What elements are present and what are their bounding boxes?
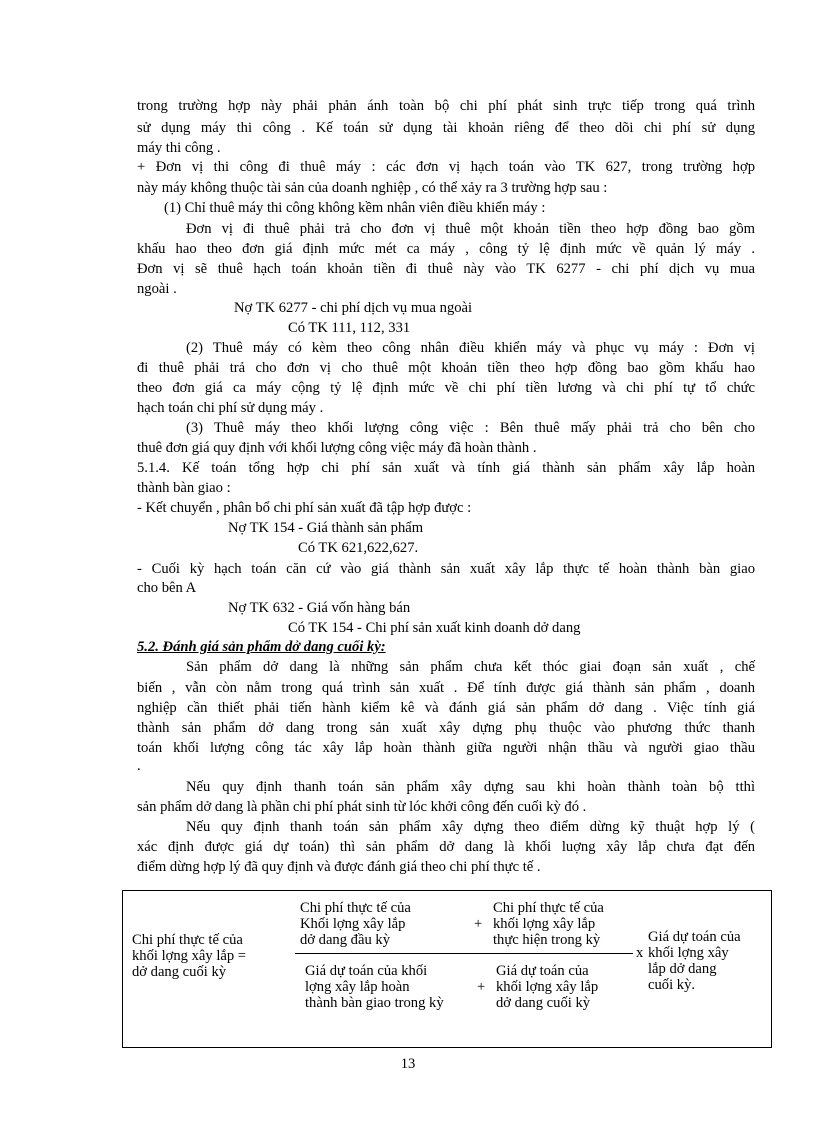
journal-entry: Nợ TK 6277 - chi phí dịch vụ mua ngoài	[234, 300, 473, 316]
journal-entry: Có TK 154 - Chi phí sản xuất kinh doanh dở dang	[288, 620, 581, 636]
body-line: theo đơn giá ca máy cộng tỷ lệ định mức về chi phí tiền lương và chi phí tự tổ chức	[137, 380, 755, 396]
body-line: máy thi công .	[137, 140, 221, 156]
body-line: thành sản phẩm dở dang trong sản xuất xây dựng phụ thuộc vào phương thức thanh	[137, 720, 755, 736]
body-line: Đơn vị đi thuê phải trả cho đơn vị thuê một khoản tiền theo hợp đồng bao gồm	[186, 221, 755, 237]
journal-entry: Nợ TK 154 - Giá thành sản phẩm	[228, 520, 424, 536]
body-line: đi thuê phải trả cho đơn vị cho thuê một khoản tiền theo hợp đồng bao gồm khấu hao	[137, 360, 755, 376]
body-line: cho bên A	[137, 580, 197, 596]
body-line: sản phẩm dở dang là phần chi phí phát sinh từ lóc khởi công đến cuối kỳ đó .	[137, 799, 587, 815]
body-line: .	[137, 758, 141, 774]
body-line: này máy không thuộc tài sản của doanh nghiệp , có thể xảy ra 3 trường hợp sau :	[137, 180, 608, 196]
body-line: Đơn vị sẽ thuê hạch toán khoản tiền đi thuê này vào TK 6277 - chi phí dịch vụ mua	[137, 261, 755, 277]
body-line: thuê đơn giá quy định với khối lượng công việc máy đã hoàn thành .	[137, 440, 537, 456]
page-number: 13	[400, 1056, 416, 1072]
body-line: sử dụng máy thi công . Kế toán sử dụng tài khoản riêng để theo dõi chi phí sử dụng	[137, 120, 755, 136]
body-line: điểm dừng hợp lý đã quy định và được đánh giá theo chi phí thực tế .	[137, 859, 541, 875]
body-line: biến , vẫn còn nằm trong quá trình sản xuất . Để tính được giá thành sản phẩm , doanh	[137, 680, 755, 696]
fraction-bar	[295, 953, 633, 954]
body-line: - Kết chuyển , phân bổ chi phí sản xuất đã tập hợp được :	[137, 500, 472, 516]
body-line: (2) Thuê máy có kèm theo công nhân điều khiển máy và phục vụ máy : Đơn vị	[186, 340, 755, 356]
denominator-term-1: Giá dự toán của khối lợng xây lắp hoàn thành bàn giao trong kỳ	[305, 963, 444, 1011]
body-line: (3) Thuê máy theo khối lượng công việc : Bên thuê mấy phải trả cho bên cho	[186, 420, 755, 436]
multiply-sign: x	[636, 945, 644, 961]
section-heading: 5.2. Đánh giá sản phẩm dở dang cuối kỳ:	[137, 639, 386, 655]
body-line: - Cuối kỳ hạch toán căn cứ vào giá thành sản xuất xây lắp thực tế hoàn thành bàn giao	[137, 561, 755, 577]
body-line: Nếu quy định thanh toán sản phẩm xây dựng theo điểm dừng kỹ thuật hợp lý (	[186, 819, 755, 835]
body-line: nghiệp cần thiết phải tiến hành kiểm kê và đánh giá sản phẩm dở dang . Việc tính giá	[137, 700, 755, 716]
journal-entry: Có TK 111, 112, 331	[288, 320, 411, 336]
body-line: hạch toán chi phí sử dụng máy .	[137, 400, 324, 416]
formula-rhs: Giá dự toán của khối lợng xây lắp dở dang cuối kỳ.	[648, 929, 741, 993]
body-line: Nếu quy định thanh toán sản phẩm xây dựng sau khi hoàn thành toàn bộ tthì	[186, 779, 755, 795]
body-line: (1) Chỉ thuê máy thi công không kềm nhân viên điều khiển máy :	[164, 200, 546, 216]
body-line: + Đơn vị thi công đi thuê máy : các đơn vị hạch toán vào TK 627, trong trường hợp	[137, 159, 755, 175]
numerator-term-2: Chi phí thực tế của khối lợng xây lắp thực hiện trong kỳ	[493, 900, 604, 948]
body-line: khấu hao theo đơn giá định mức mét ca máy , công tỷ lệ định mức về quản lý máy .	[137, 241, 755, 257]
numerator-term-1: Chi phí thực tế của Khối lợng xây lắp dở dang đầu kỳ	[300, 900, 411, 948]
body-line: toán khối lượng công tác xây lắp hoàn thành giữa người nhận thầu và người giao thầu	[137, 740, 755, 756]
body-line: thành bàn giao :	[137, 480, 231, 496]
formula-lhs: Chi phí thực tế của khối lợng xây lắp = dở dang cuối kỳ	[132, 932, 247, 980]
body-line: ngoài .	[137, 281, 177, 297]
body-line: Sản phẩm dở dang là những sản phẩm chưa kết thóc giai đoạn sản xuất , chế	[186, 659, 755, 675]
body-line: xác định được giá dự toán) thì sản phẩm dở dang là khối luợng xây lắp chưa đạt đến	[137, 839, 755, 855]
plus-sign: +	[477, 979, 486, 995]
plus-sign: +	[474, 916, 483, 932]
journal-entry: Có TK 621,622,627.	[298, 540, 419, 556]
body-line: trong trường hợp này phải phản ánh toàn bộ chi phí phát sinh trực tiếp trong quá trình	[137, 98, 755, 114]
body-line: 5.1.4. Kế toán tổng hợp chi phí sản xuất và tính giá thành sản phẩm xây lắp hoàn	[137, 460, 755, 476]
journal-entry: Nợ TK 632 - Giá vốn hàng bán	[228, 600, 411, 616]
denominator-term-2: Giá dự toán của khối lợng xây lắp dở dang cuối kỳ	[496, 963, 599, 1011]
